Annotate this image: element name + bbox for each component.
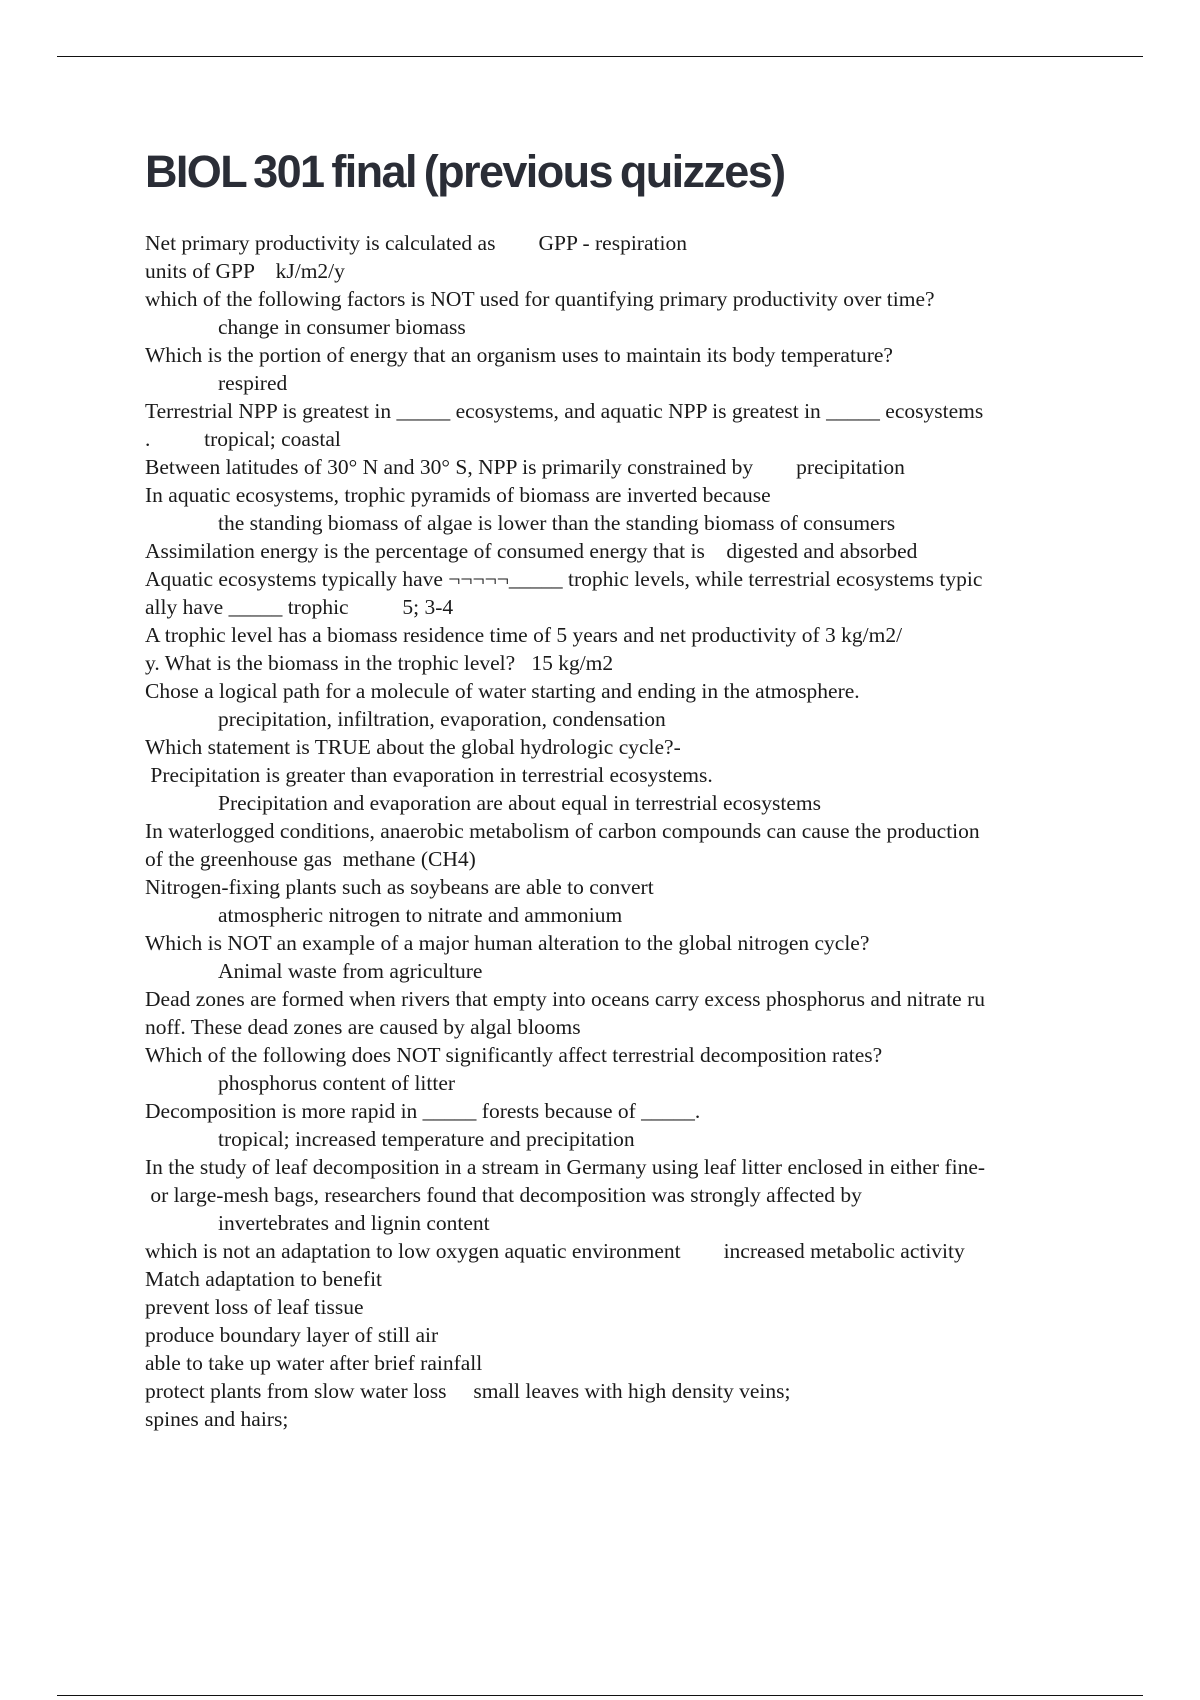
question-line: able to take up water after brief rainfall bbox=[145, 1351, 483, 1375]
answer-line: Precipitation and evaporation are about equal in terrestrial ecosystems bbox=[218, 791, 821, 815]
answer-line: tropical; increased temperature and precipitation bbox=[218, 1127, 635, 1151]
question-line: prevent loss of leaf tissue bbox=[145, 1295, 364, 1319]
question-line: units of GPP kJ/m2/y bbox=[145, 259, 345, 283]
question-line: produce boundary layer of still air bbox=[145, 1323, 439, 1347]
question-line: Chose a logical path for a molecule of water starting and ending in the atmosphere. bbox=[145, 679, 860, 703]
question-line: spines and hairs; bbox=[145, 1407, 289, 1431]
answer-line: atmospheric nitrogen to nitrate and ammonium bbox=[218, 903, 623, 927]
question-line: A trophic level has a biomass residence time of 5 years and net productivity of 3 kg/m2/ bbox=[145, 623, 903, 647]
question-line: Which is NOT an example of a major human alteration to the global nitrogen cycle? bbox=[145, 931, 870, 955]
question-line: of the greenhouse gas methane (CH4) bbox=[145, 847, 476, 871]
question-line: Nitrogen-fixing plants such as soybeans are able to convert bbox=[145, 875, 654, 899]
answer-line: phosphorus content of litter bbox=[218, 1071, 456, 1095]
answer-line: invertebrates and lignin content bbox=[218, 1211, 490, 1235]
question-line: Which of the following does NOT significantly affect terrestrial decomposition rates? bbox=[145, 1043, 883, 1067]
question-line: or large-mesh bags, researchers found that decomposition was strongly affected by bbox=[145, 1183, 862, 1207]
question-line: noff. These dead zones are caused by algal blooms bbox=[145, 1015, 581, 1039]
answer-line: Animal waste from agriculture bbox=[218, 959, 483, 983]
footer-rule bbox=[57, 1695, 1143, 1696]
header-rule bbox=[57, 56, 1143, 57]
question-line: Terrestrial NPP is greatest in _____ ecosystems, and aquatic NPP is greatest in _____ ecosystems bbox=[145, 399, 984, 423]
question-line: y. What is the biomass in the trophic level? 15 kg/m2 bbox=[145, 651, 614, 675]
question-line: In waterlogged conditions, anaerobic metabolism of carbon compounds can cause the production bbox=[145, 819, 980, 843]
question-line: In aquatic ecosystems, trophic pyramids of biomass are inverted because bbox=[145, 483, 771, 507]
answer-line: change in consumer biomass bbox=[218, 315, 466, 339]
question-line: Which statement is TRUE about the global hydrologic cycle?- bbox=[145, 735, 681, 759]
question-line: which of the following factors is NOT used for quantifying primary productivity over time? bbox=[145, 287, 935, 311]
question-line: Precipitation is greater than evaporation in terrestrial ecosystems. bbox=[145, 763, 713, 787]
document-body bbox=[145, 229, 1095, 1433]
document-title: BIOL 301 final (previous quizzes) bbox=[145, 146, 785, 197]
question-line: Between latitudes of 30° N and 30° S, NPP is primarily constrained by precipitation bbox=[145, 455, 905, 479]
question-line: Net primary productivity is calculated as GPP - respiration bbox=[145, 231, 687, 255]
question-line: which is not an adaptation to low oxygen aquatic environment increased metabolic activity bbox=[145, 1239, 965, 1263]
question-line: protect plants from slow water loss small leaves with high density veins; bbox=[145, 1379, 791, 1403]
question-line: Aquatic ecosystems typically have ¬¬¬¬¬_____ trophic levels, while terrestrial ecosystems typic bbox=[145, 567, 983, 591]
question-line: . tropical; coastal bbox=[145, 427, 341, 451]
question-line: In the study of leaf decomposition in a stream in Germany using leaf litter enclosed in either fine- bbox=[145, 1155, 986, 1179]
question-line: Match adaptation to benefit bbox=[145, 1267, 383, 1291]
question-line: Dead zones are formed when rivers that empty into oceans carry excess phosphorus and nitrate ru bbox=[145, 987, 985, 1011]
answer-line: respired bbox=[218, 371, 288, 395]
answer-line: precipitation, infiltration, evaporation, condensation bbox=[218, 707, 666, 731]
question-line: Assimilation energy is the percentage of consumed energy that is digested and absorbed bbox=[145, 539, 918, 563]
question-line: ally have _____ trophic 5; 3-4 bbox=[145, 595, 454, 619]
answer-line: the standing biomass of algae is lower than the standing biomass of consumers bbox=[218, 511, 896, 535]
question-line: Which is the portion of energy that an organism uses to maintain its body temperature? bbox=[145, 343, 893, 367]
question-line: Decomposition is more rapid in _____ forests because of _____. bbox=[145, 1099, 701, 1123]
